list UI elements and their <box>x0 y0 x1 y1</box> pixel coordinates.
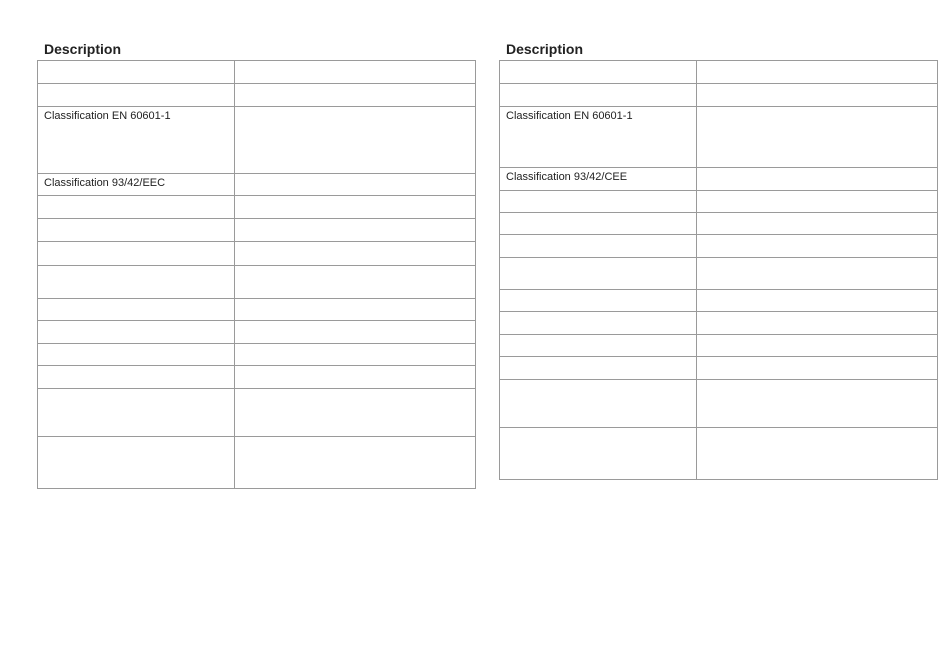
table-row <box>500 235 938 258</box>
table-row <box>38 366 476 389</box>
table-row <box>38 242 476 266</box>
row-value <box>235 196 476 219</box>
table-row <box>500 168 938 191</box>
row-label: Classification 93/42/CEE <box>500 168 697 191</box>
row-label <box>500 235 697 258</box>
right-spec-table <box>499 60 938 480</box>
row-label <box>500 357 697 380</box>
row-value <box>235 437 476 489</box>
table-row <box>500 258 938 290</box>
row-value <box>235 107 476 174</box>
row-value <box>235 84 476 107</box>
table-row <box>500 357 938 380</box>
table-row <box>38 219 476 242</box>
row-value <box>235 219 476 242</box>
left-spec-table <box>37 60 476 489</box>
table-row <box>500 428 938 480</box>
table-row <box>38 196 476 219</box>
row-value <box>235 344 476 366</box>
table-row <box>38 174 476 196</box>
table-row <box>38 299 476 321</box>
row-value <box>697 168 938 191</box>
left-description-heading: Description <box>44 41 122 57</box>
row-value <box>697 107 938 168</box>
table-row <box>500 380 938 428</box>
row-label <box>38 366 235 389</box>
row-label <box>38 242 235 266</box>
row-label: Classification 93/42/EEC <box>38 174 235 196</box>
table-row <box>500 84 938 107</box>
table-row <box>500 290 938 312</box>
row-label <box>500 290 697 312</box>
row-value <box>235 174 476 196</box>
table-row <box>500 107 938 168</box>
table-row <box>38 107 476 174</box>
row-value <box>697 84 938 107</box>
row-label: Classification EN 60601-1 <box>38 107 235 174</box>
table-row <box>38 344 476 366</box>
table-row <box>38 266 476 299</box>
table-row <box>500 191 938 213</box>
row-value <box>235 299 476 321</box>
row-value <box>697 428 938 480</box>
row-value <box>697 380 938 428</box>
table-row <box>500 312 938 335</box>
table-row <box>500 335 938 357</box>
row-value <box>697 258 938 290</box>
table-row <box>38 61 476 84</box>
table-row <box>38 321 476 344</box>
row-value <box>697 290 938 312</box>
row-value <box>697 235 938 258</box>
row-label <box>38 299 235 321</box>
row-label <box>38 437 235 489</box>
row-value <box>235 366 476 389</box>
row-label <box>38 84 235 107</box>
row-value <box>235 321 476 344</box>
row-value <box>697 61 938 84</box>
row-label <box>500 213 697 235</box>
right-description-heading: Description <box>506 41 584 57</box>
row-label <box>38 389 235 437</box>
row-value <box>697 312 938 335</box>
row-value <box>697 191 938 213</box>
row-value <box>235 266 476 299</box>
row-label: Classification EN 60601-1 <box>500 107 697 168</box>
table-row <box>38 389 476 437</box>
row-label <box>500 428 697 480</box>
row-label <box>38 344 235 366</box>
row-label <box>500 191 697 213</box>
row-value <box>697 213 938 235</box>
row-label <box>38 266 235 299</box>
row-label <box>500 335 697 357</box>
row-value <box>697 357 938 380</box>
row-label <box>500 61 697 84</box>
row-label <box>38 219 235 242</box>
table-row <box>38 437 476 489</box>
row-label <box>500 380 697 428</box>
row-label <box>38 321 235 344</box>
table-row <box>38 84 476 107</box>
row-value <box>235 61 476 84</box>
row-label <box>500 312 697 335</box>
row-label <box>38 61 235 84</box>
row-value <box>235 389 476 437</box>
row-label <box>500 258 697 290</box>
table-row <box>500 213 938 235</box>
row-value <box>235 242 476 266</box>
row-label <box>500 84 697 107</box>
row-label <box>38 196 235 219</box>
row-value <box>697 335 938 357</box>
table-row <box>500 61 938 84</box>
